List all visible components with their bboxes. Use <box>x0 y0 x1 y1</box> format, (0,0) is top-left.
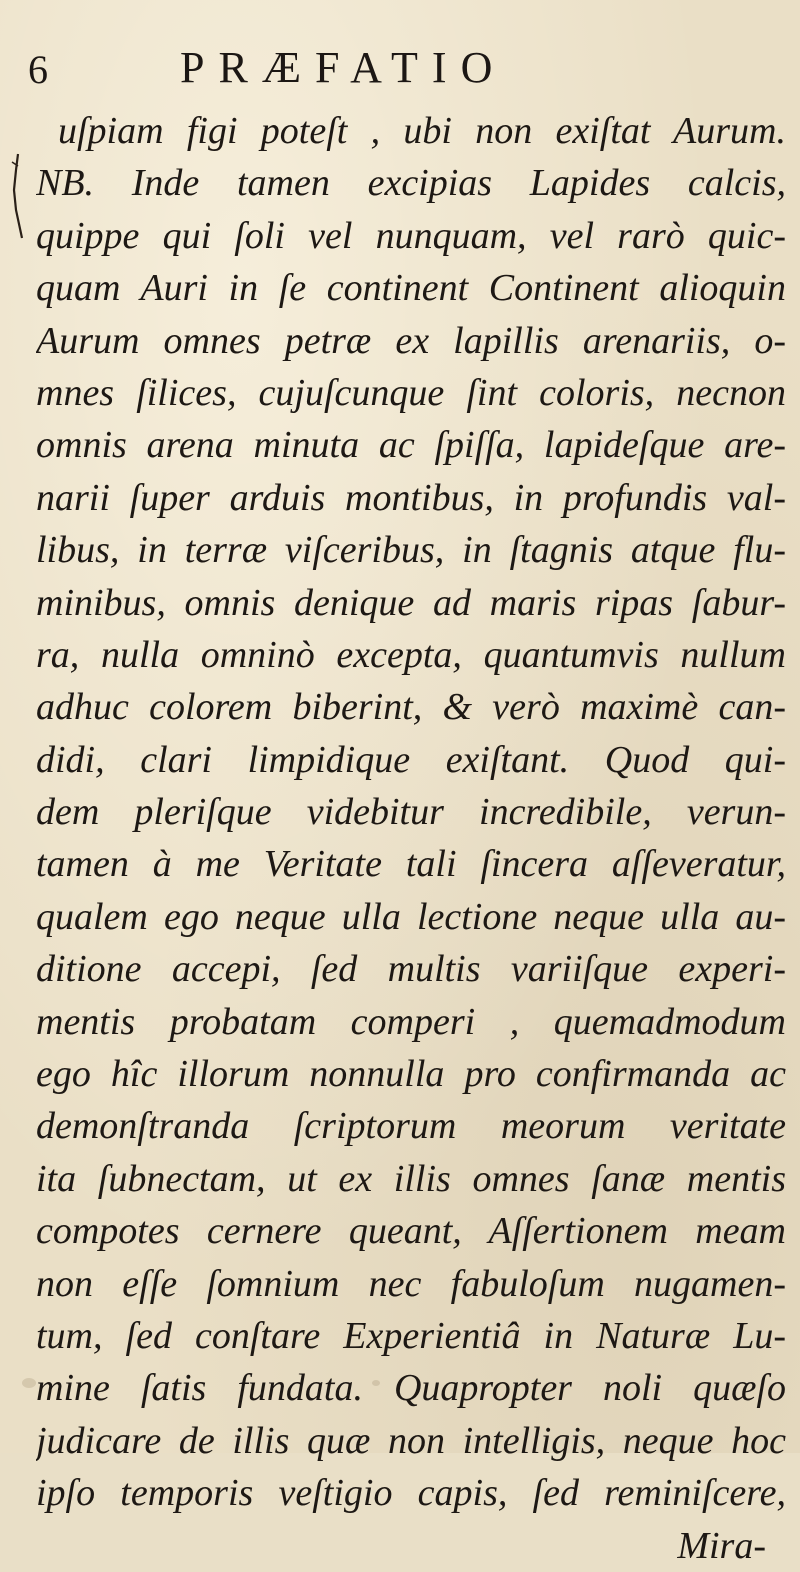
text-line: Aurum omnes petræ ex lapillis arenariis, o- <box>36 319 786 362</box>
text-line: NB. Inde tamen excipias Lapides calcis, <box>36 162 786 205</box>
catchword: Mira- <box>677 1524 766 1567</box>
text-line: dem pleriſque videbitur incredibile, verun- <box>36 791 786 834</box>
text-line: judicare de illis quæ non intelligis, neque hoc <box>36 1419 786 1462</box>
text-line: libus, in terræ viſceribus, in ſtagnis atque flu- <box>36 529 786 572</box>
text-line: adhuc colorem biberint, & verò maximè can- <box>36 686 786 729</box>
text-line: ditione accepi, ſed multis variiſque experi- <box>36 948 786 991</box>
text-line: narii ſuper arduis montibus, in profundis val- <box>36 476 786 519</box>
paper-stain <box>22 1378 36 1388</box>
text-line: uſpiam figi poteſt , ubi non exiſtat Aurum. <box>58 110 786 152</box>
text-line: minibus, omnis denique ad maris ripas ſabur- <box>36 581 786 624</box>
margin-bracket-mark <box>4 150 26 245</box>
text-line: non eſſe ſomnium nec fabuloſum nugamen- <box>36 1262 786 1305</box>
paper-stain <box>372 1380 380 1386</box>
text-line: demonſtranda ſcriptorum meorum veritate <box>36 1105 786 1148</box>
text-line: ra, nulla omninò excepta, quantumvis nullum <box>36 633 786 676</box>
text-line: tamen à me Veritate tali ſincera aſſeveratur, <box>36 843 786 886</box>
text-line: tum, ſed conſtare Experientiâ in Naturæ Lu- <box>36 1314 786 1357</box>
page-number: 6 <box>28 47 48 92</box>
text-line: mnes ſilices, cujuſcunque ſint coloris, necnon <box>36 371 786 414</box>
text-line: ego hîc illorum nonnulla pro confirmanda ac <box>36 1053 786 1096</box>
text-line: quam Auri in ſe continent Continent alioquin <box>36 267 786 310</box>
text-line: mine ſatis fundata. Quapropter noli quæſo <box>36 1367 786 1410</box>
text-line: qualem ego neque ulla lectione neque ulla au- <box>36 895 786 938</box>
text-line: mentis probatam comperi , quemadmodum <box>36 1000 786 1043</box>
text-line: compotes cernere queant, Aſſertionem meam <box>36 1210 786 1253</box>
text-line: ipſo temporis veſtigio capis, ſed reminiſcere, <box>36 1472 786 1515</box>
text-line: omnis arena minuta ac ſpiſſa, lapideſque are- <box>36 424 786 467</box>
text-line: didi, clari limpidique exiſtant. Quod qui- <box>36 738 786 781</box>
running-title: PRÆFATIO <box>180 43 507 92</box>
text-line: ita ſubnectam, ut ex illis omnes ſanæ mentis <box>36 1157 786 1200</box>
page-header <box>0 38 800 98</box>
body-text <box>36 105 786 1572</box>
text-line: quippe qui ſoli vel nunquam, vel rarò quic- <box>36 214 786 257</box>
